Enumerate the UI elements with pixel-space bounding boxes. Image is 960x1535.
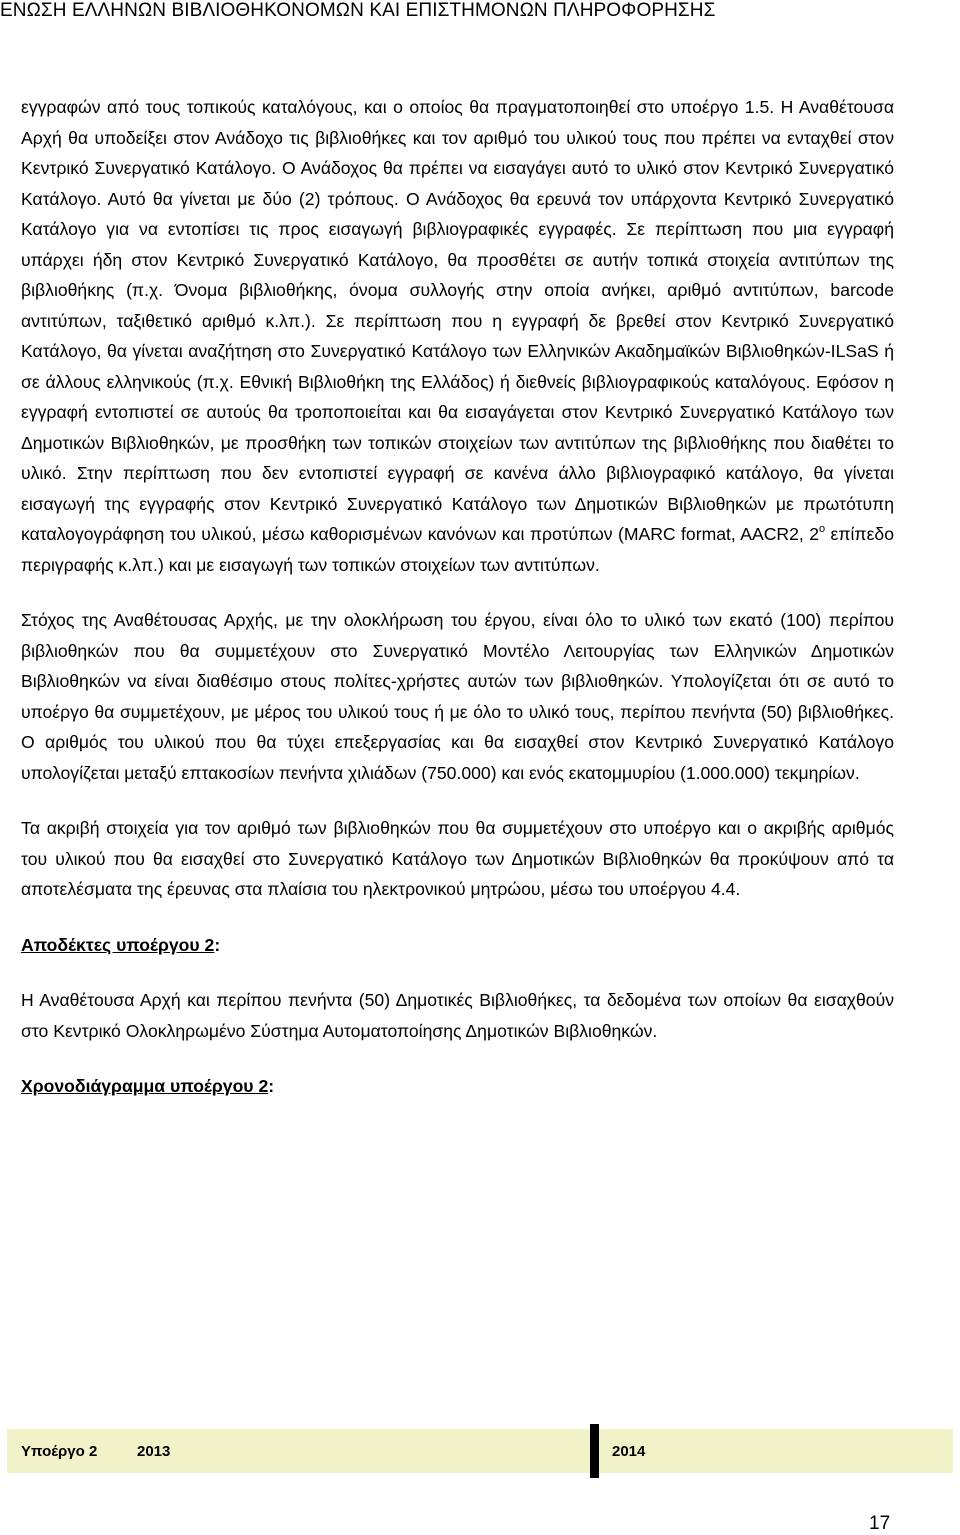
timeline-row [7,1429,953,1473]
timeline-year-end: 2014 [612,1442,646,1460]
timeline-year-divider [590,1424,599,1478]
schedule-timeline [7,1424,953,1478]
schedule-heading-line [21,1071,894,1102]
document-header: ΕΝΩΣΗ ΕΛΛΗΝΩΝ ΒΙΒΛΙΟΘΗΚΟΝΟΜΩΝ ΚΑΙ ΕΠΙΣΤΗΜΟΝΩΝ ΠΛΗΡΟΦΟΡΗΣΗΣ [0,0,716,21]
recipients-heading-line [21,930,894,961]
recipients-text: Η Αναθέτουσα Αρχή και περίπου πενήντα (50) Δημοτικές Βιβλιοθήκες, τα δεδομένα των οποίων θα εισαχθούν στο Κεντρικό Ολοκληρωμένο Σύστημα Αυτοματοποίησης Δημοτικών Βιβλιοθηκών. [21,990,894,1041]
page-body [21,92,894,1102]
superscript-degree: ο [819,523,826,535]
schedule-heading: Χρονοδιάγραμμα υποέργου 2 [21,1076,269,1096]
timeline-year-start: 2013 [137,1442,171,1460]
paragraph-cataloguing-tail: επίπεδο περιγραφής κ.λπ.) και με εισαγωγή των τοπικών στοιχείων των αντιτύπων. [21,524,894,575]
schedule-heading-colon: : [268,1076,275,1096]
page-number: 17 [869,1513,891,1534]
paragraph-objective: Στόχος της Αναθέτουσας Αρχής, με την ολοκλήρωση του έργου, είναι όλο το υλικό των εκατό (100) περίπου βιβλιοθηκών που θα συμμετέχουν στο Συνεργατικό Μοντέλο Λειτουργίας των Ελληνικών Δημοτικών Βιβλιοθηκών να είναι διαθέσιμο στους πολίτες-χρήστες αυτών των βιβλιοθηκών. Υπολογίζεται ότι σε αυτό το υποέργο θα συμμετέχουν, με μέρος του υλικού τους ή με όλο το υλικό τους, περίπου πενήντα (50) βιβλιοθήκες. Ο αριθμός του υλικού που θα τύχει επεξεργασίας και θα εισαχθεί στον Κεντρικό Συνεργατικό Κατάλογο υπολογίζεται μεταξύ επτακοσίων πενήντα χιλιάδων (750.000) και ενός εκατομμυρίου (1.000.000) τεκμηρίων. [21,610,894,783]
paragraph-cataloguing-text: εγγραφών από τους τοπικούς καταλόγους, και ο οποίος θα πραγματοποιηθεί στο υποέργο 1.5. Η Αναθέτουσα Αρχή θα υποδείξει στον Ανάδοχο τις βιβλιοθήκες και τον αριθμό του υλικού τους που πρέπει να ενταχθεί στον Κεντρικό Συνεργατικό Κατάλογο. Ο Ανάδοχος θα πρέπει να εισαγάγει αυτό το υλικό στον Κεντρικό Συνεργατικό Κατάλογο. Αυτό θα γίνεται με δύο (2) τρόπους. Ο Ανάδοχος θα ερευνά τον υπάρχοντα Κεντρικό Συνεργατικό Κατάλογο για να εντοπίσει τις προς εισαγωγή βιβλιογραφικές εγγραφές. Σε περίπτωση που μια εγγραφή υπάρχει ήδη στον Κεντρικό Συνεργατικό Κατάλογο, θα προσθέτει σε αυτήν τοπικά στοιχεία αντιτύπων της βιβλιοθήκης (π.χ. Όνομα βιβλιοθήκης, όνομα συλλογής στην οποία ανήκει, αριθμό αντιτύπων, barcode αντιτύπων, ταξιθετικό αριθμό κ.λπ.). Σε περίπτωση που η εγγραφή δε βρεθεί στον Κεντρικό Συνεργατικό Κατάλογο, θα γίνεται αναζήτηση στο Συνεργατικό Κατάλογο των Ελληνικών Ακαδημαϊκών Βιβλιοθηκών-ILSaS ή σε άλλους ελληνικούς (π.χ. Εθνική Βιβλιοθήκη της Ελλάδος) ή διεθνείς βιβλιογραφικούς καταλόγους. Εφόσον η εγγραφή εντοπιστεί σε αυτούς θα τροποποιείται και θα εισαγάγεται στον Κεντρικό Συνεργατικό Κατάλογο των Δημοτικών Βιβλιοθηκών, με προσθήκη των τοπικών στοιχείων των αντιτύπων της βιβλιοθήκης που διαθέτει το υλικό. Στην περίπτωση που δεν εντοπιστεί εγγραφή σε κανένα άλλο βιβλιογραφικό κατάλογο, θα γίνεται εισαγωγή της εγγραφής στον Κεντρικό Συνεργατικό Κατάλογο των Δημοτικών Βιβλιοθηκών με πρωτότυπη καταλογογράφηση του υλικού, μέσω καθορισμένων κανόνων και προτύπων (MARC format, AACR2, 2 [21,97,894,544]
recipients-heading: Αποδέκτες υποέργου 2 [21,934,215,955]
paragraph-exact-figures: Τα ακριβή στοιχεία για τον αριθμό των βιβλιοθηκών που θα συμμετέχουν στο υποέργο και ο ακριβής αριθμός του υλικού που θα εισαχθεί στο Συνεργατικό Κατάλογο των Δημοτικών Βιβλιοθηκών θα προκύψουν από τα αποτελέσματα της έρευνας στα πλαίσια του ηλεκτρονικού μητρώου, μέσω του υποέργου 4.4. [21,818,894,899]
recipients-heading-colon: : [214,934,221,955]
timeline-subproject-label: Υποέργο 2 [21,1442,98,1460]
paragraph-cataloguing [21,92,894,580]
